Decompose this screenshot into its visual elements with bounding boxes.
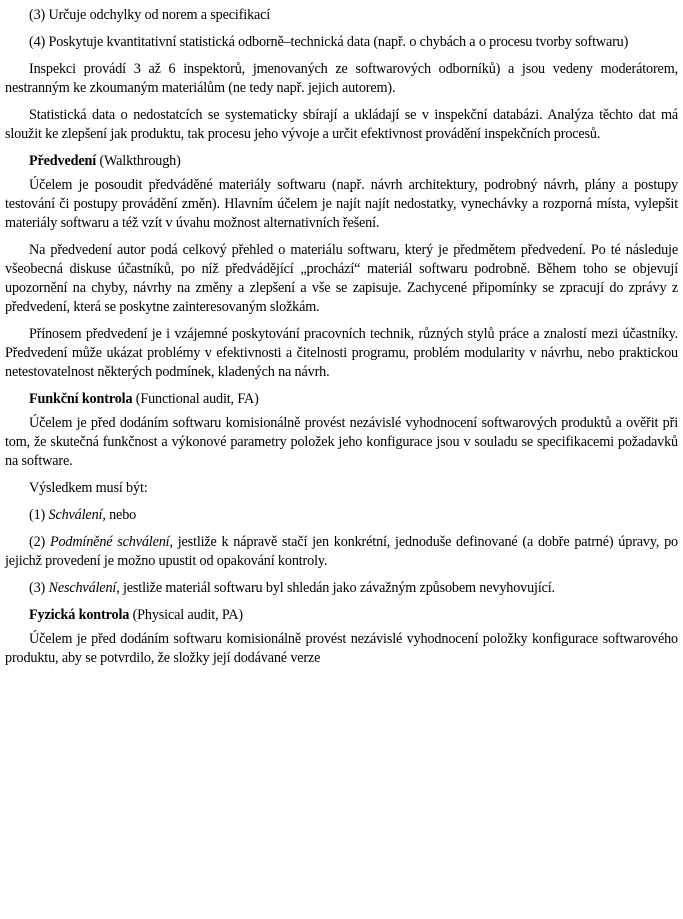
paragraph-inspectors: [5, 60, 678, 98]
paragraph-item-4: [5, 33, 678, 52]
heading-plain: (Functional audit, FA): [132, 391, 259, 407]
paragraph-text: Inspekci provádí 3 až 6 inspektorů, jmenovaných ze softwarových odborníků) a jsou vedeny moderátorem, nestranným ke zkoumaným materiálům (ne tedy např. jejich autorem).: [5, 61, 678, 96]
heading-bold: Funkční kontrola: [29, 391, 133, 407]
heading-bold: Předvedení: [29, 153, 97, 169]
paragraph-text: (4) Poskytuje kvantitativní statistická odborně–technická data (např. o chybách a o procesu tvorby softwaru): [29, 34, 629, 50]
heading-plain: (Physical audit, PA): [129, 607, 243, 623]
paragraph-walkthrough-purpose: [5, 176, 678, 233]
heading-physical-audit: [5, 606, 678, 625]
list-item-rejection: [5, 579, 678, 598]
paragraph-walkthrough-process: [5, 241, 678, 317]
paragraph-walkthrough-benefit: [5, 325, 678, 382]
list-number: (3): [29, 580, 49, 596]
list-term-emphasis: Schválení: [48, 507, 103, 523]
paragraph-text: Účelem je posoudit předváděné materiály softwaru (např. návrh architektury, podrobný návrh, plány a postupy testování či postupy provádění změn). Hlavním účelem je najít najít nedostatky, vynechávky a rozporná místa, vylepšit materiály softwaru a též vzít v úvahu možnost alternativních řešení.: [5, 177, 678, 231]
paragraph-pa-purpose: [5, 630, 678, 668]
paragraph-item-3: [5, 6, 678, 25]
list-term-emphasis: Neschválení: [48, 580, 117, 596]
paragraph-fa-purpose: [5, 414, 678, 471]
heading-bold: Fyzická kontrola: [29, 607, 130, 623]
paragraph-text: Výsledkem musí být:: [29, 480, 148, 496]
list-term: [49, 580, 117, 596]
heading-plain: (Walkthrough): [96, 153, 181, 169]
paragraph-text: Účelem je před dodáním softwaru komisionálně provést nezávislé vyhodnocení položky konfigurace softwarového produktu, aby se potvrdilo, že složky její dodávané verze: [5, 631, 678, 666]
heading-walkthrough: [5, 152, 678, 171]
paragraph-text: Přínosem předvedení je i vzájemné poskytování pracovních technik, různých stylů práce a znalostí mezi účastníky. Předvedení může ukázat problémy v efektivnosti a čitelnosti programu, problém modularity v návrhu, nebo praktickou netestovatelnost některých podmínek, kladených na návrh.: [5, 326, 678, 380]
list-term: [50, 534, 170, 550]
list-term: [49, 507, 103, 523]
list-text: , jestliže materiál softwaru byl shledán jako závažným způsobem nevyhovující.: [116, 580, 555, 596]
paragraph-text: (3) Určuje odchylky od norem a specifikací: [29, 7, 271, 23]
list-term-emphasis: Podmíněné schválení: [49, 534, 170, 550]
list-text: , jestliže k nápravě stačí jen konkrétní, jednoduše definované (a dobře patrné) úpravy, po jejichž provedení je možno upustit od opakování kontroly.: [5, 534, 678, 569]
list-text: , nebo: [102, 507, 137, 523]
paragraph-text: Účelem je před dodáním softwaru komisionálně provést nezávislé vyhodnocení softwarových produktů a ověřit při tom, že skutečná funkčnost a výkonové parametry položek jeho konfigurace jsou v souladu se specifikacemi požadavků na software.: [5, 415, 678, 469]
paragraph-text: Statistická data o nedostatcích se systematicky sbírají a ukládají se v inspekční databázi. Analýza těchto dat má sloužit ke zlepšení jak produktu, tak procesu jeho vývoje a určit efektivnost provádění inspekčních procesů.: [5, 107, 678, 142]
paragraph-fa-result: [5, 479, 678, 498]
paragraph-statistics: [5, 106, 678, 144]
paragraph-text: Na předvedení autor podá celkový přehled o materiálu softwaru, který je předmětem předvedení. Po té následuje všeobecná diskuse účastníků, po níž předvádějící „prochází“ materiál softwaru podrobně. Během toho se objevují upozornění na chyby, návrhy na změny a zlepšení a vše se zapisuje. Zachycené připomínky se zpracují do zprávy z předvedení, která se poskytne zainteresovaným složkám.: [5, 242, 678, 315]
heading-functional-audit: [5, 390, 678, 409]
list-item-approval: [5, 506, 678, 525]
list-item-conditional: [5, 533, 678, 571]
list-number: (2): [29, 534, 50, 550]
list-number: (1): [29, 507, 49, 523]
